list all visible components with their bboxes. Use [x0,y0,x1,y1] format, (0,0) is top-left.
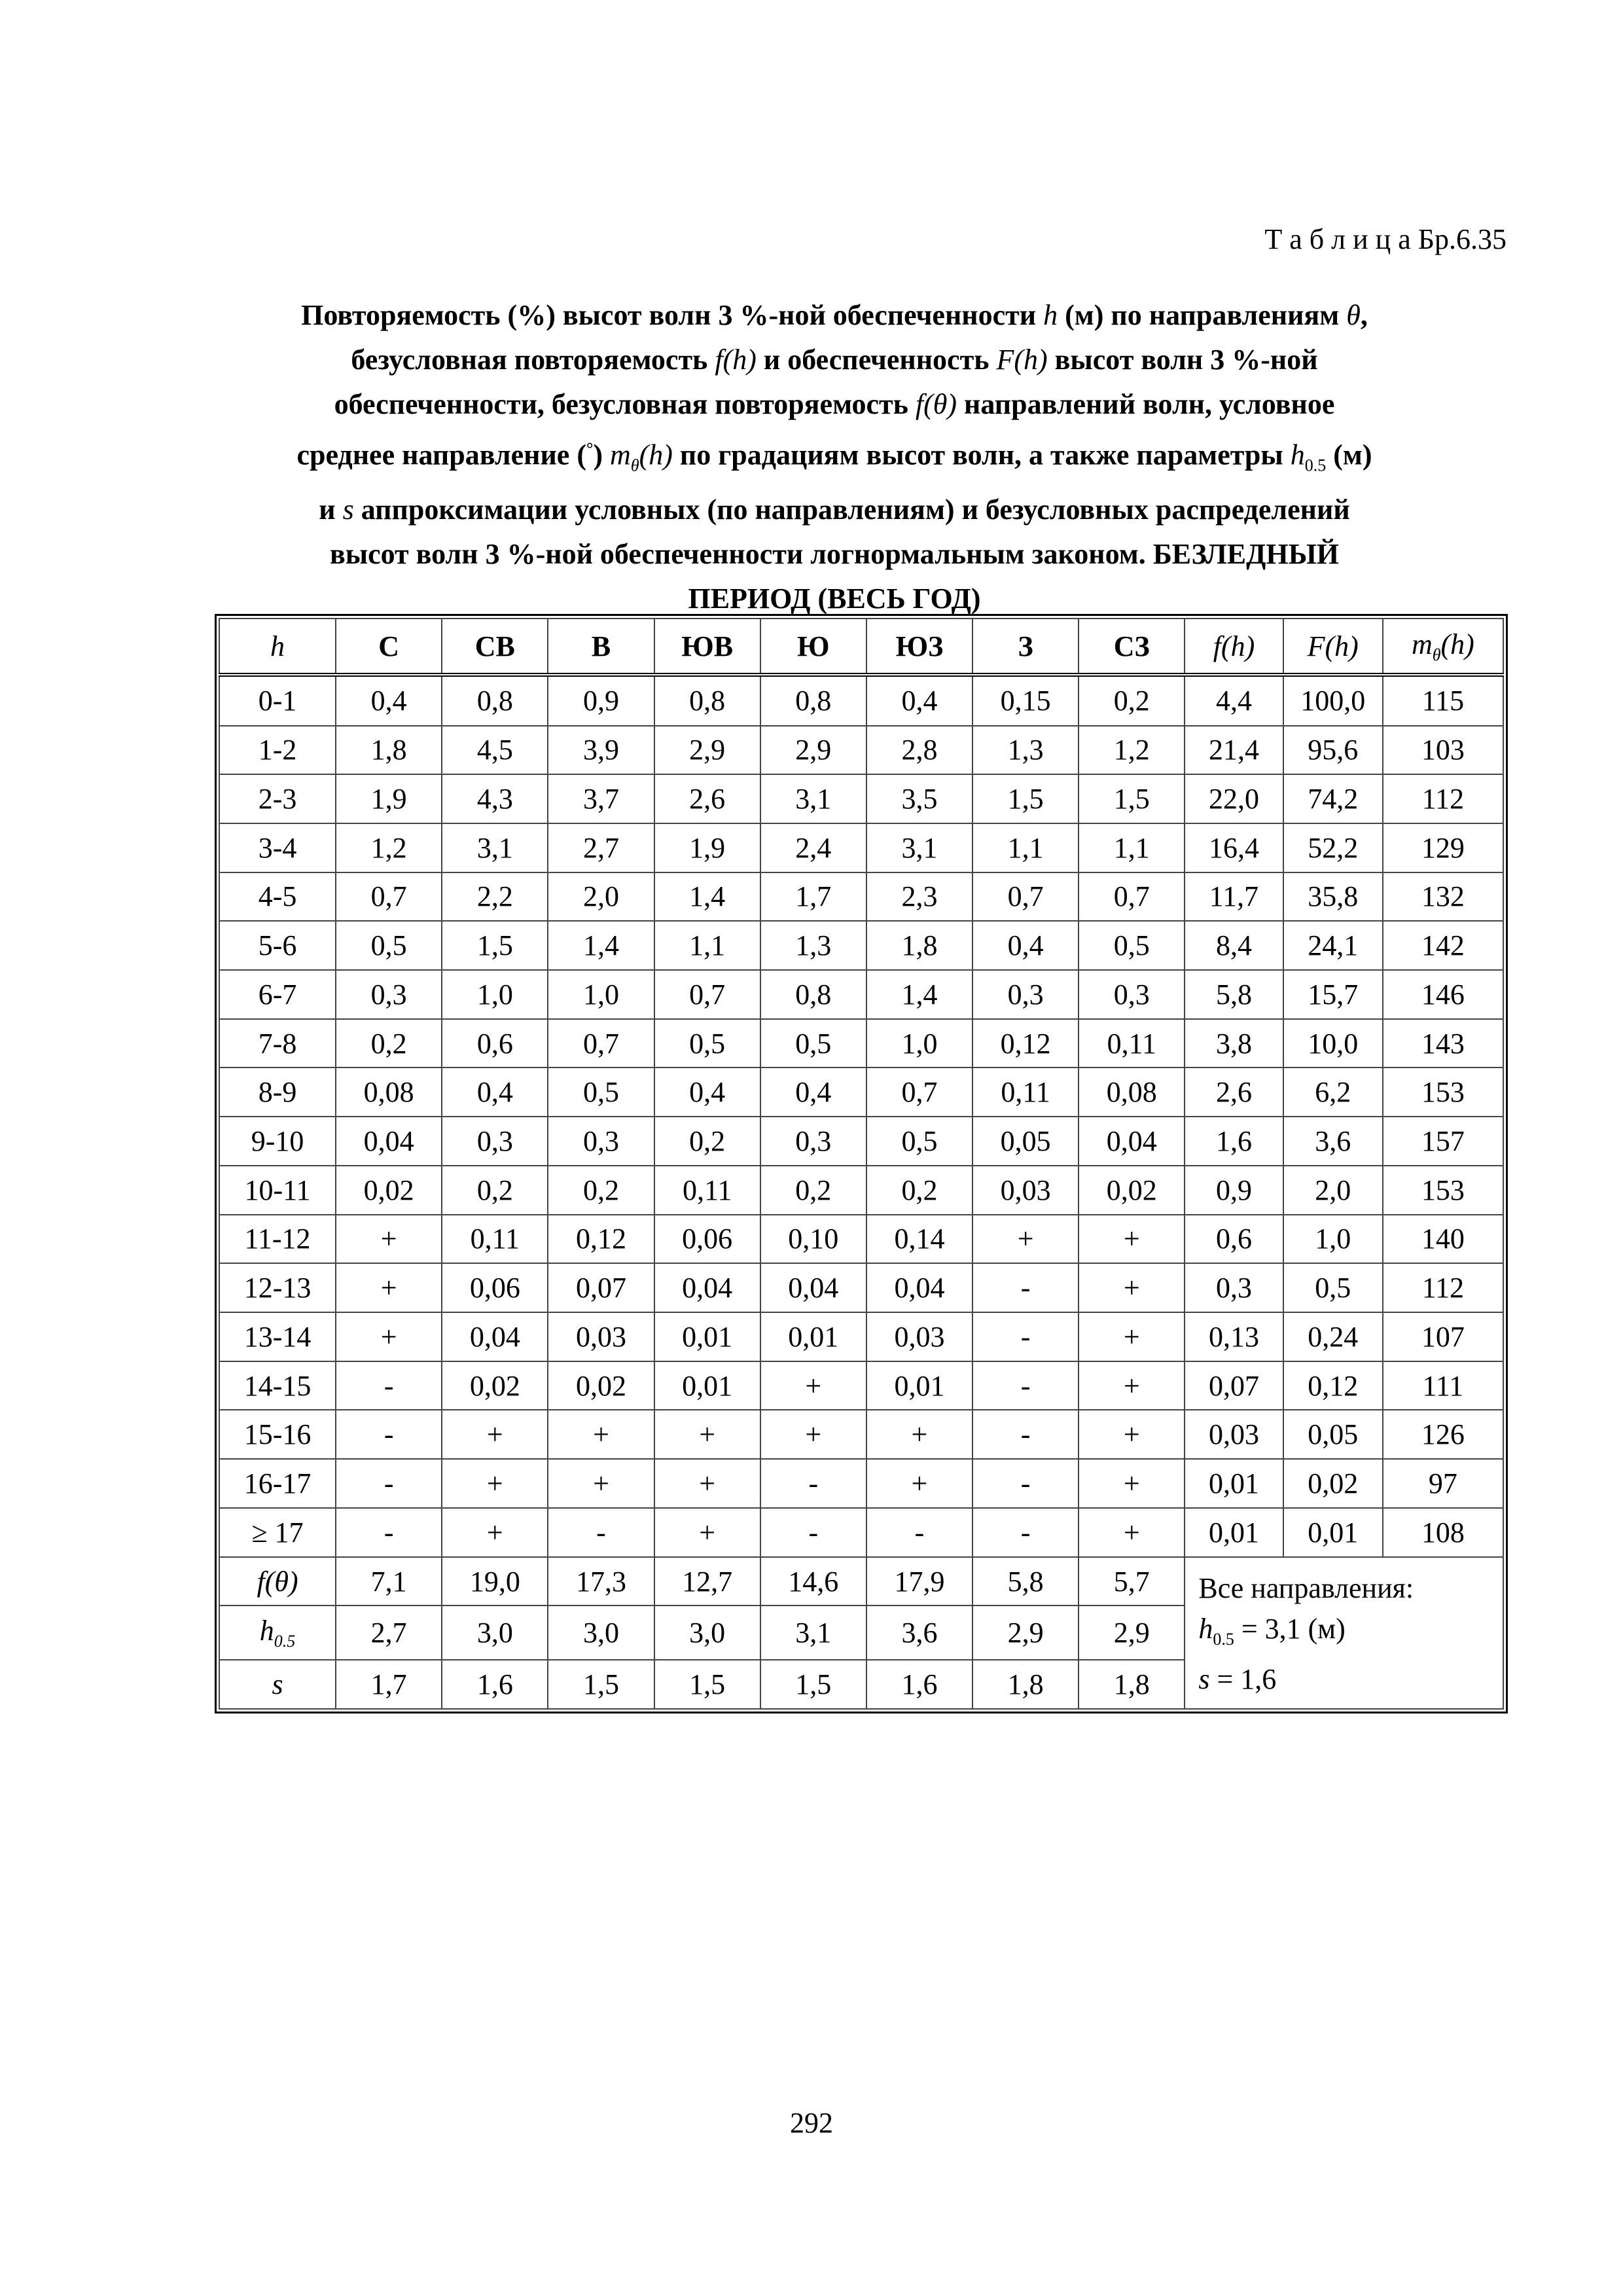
table-cell: 1,1 [1079,823,1185,872]
table-number-label: Т а б л и ц а Бр.6.35 [1264,223,1507,255]
table-cell: 0,4 [654,1067,760,1117]
table-cell: + [1079,1263,1185,1312]
row-mean-direction-cell: 129 [1383,823,1503,872]
table-row [219,1067,1503,1117]
table-cell: 0,01 [654,1312,760,1361]
header-dir-se: ЮВ [654,619,760,675]
footer-cell: 2,9 [1079,1605,1185,1660]
row-fh-cell: 4,4 [1185,675,1283,726]
row-mean-direction-cell: 153 [1383,1067,1503,1117]
footer-cell: 1,8 [972,1660,1079,1709]
table-cell: 0,06 [654,1215,760,1264]
table-cell: 0,5 [1079,921,1185,970]
row-fh-cell: 0,3 [1185,1263,1283,1312]
row-height-range: 14-15 [219,1361,336,1410]
footer-cell: 3,6 [866,1605,972,1660]
row-height-range: 8-9 [219,1067,336,1117]
caption-line-3: обеспеченности, безусловная повторяемость f(θ) направлений волн, условное [334,388,1335,420]
table-cell: 0,8 [760,970,866,1019]
table-cell: 0,3 [972,970,1079,1019]
table-cell: 1,3 [972,726,1079,775]
row-mean-direction-cell: 157 [1383,1117,1503,1166]
table-cell: 1,8 [866,921,972,970]
table-row [219,1312,1503,1361]
footer-cell: 17,3 [548,1557,654,1606]
table-row [219,921,1503,970]
row-mean-direction-cell: 153 [1383,1166,1503,1215]
table-cell: - [972,1410,1079,1459]
table-cell: - [972,1361,1079,1410]
table-cell: - [972,1263,1079,1312]
footer-cell: 19,0 [442,1557,548,1606]
table-cell: 0,11 [972,1067,1079,1117]
row-Fh-cell: 6,2 [1283,1067,1383,1117]
table-cell: 0,04 [1079,1117,1185,1166]
table-header-row [219,619,1503,675]
table-row [219,726,1503,775]
table-cell: 1,4 [654,872,760,922]
row-Fh-cell: 0,05 [1283,1410,1383,1459]
table-cell: 0,7 [336,872,442,922]
header-dir-e: В [548,619,654,675]
table-cell: 0,4 [972,921,1079,970]
table-cell: + [442,1410,548,1459]
summary-title: Все направления: [1198,1571,1414,1604]
table-cell: 0,11 [654,1166,760,1215]
header-mean-direction: $m_\theta(h)$ [1383,619,1503,675]
table-cell: 3,1 [760,774,866,823]
table-cell: - [760,1508,866,1557]
table-cell: + [972,1215,1079,1264]
table-cell: 3,1 [866,823,972,872]
table-cell: 0,04 [654,1263,760,1312]
header-Fh: F(h) [1283,619,1383,675]
table-cell: 0,12 [548,1215,654,1264]
table-cell: + [654,1459,760,1508]
table-cell: 1,7 [760,872,866,922]
table-cell: 0,3 [442,1117,548,1166]
table-cell: 0,2 [760,1166,866,1215]
table-cell: 3,9 [548,726,654,775]
row-mean-direction-cell: 112 [1383,1263,1503,1312]
table-cell: 0,8 [654,675,760,726]
row-fh-cell: 0,01 [1185,1508,1283,1557]
footer-cell: 3,0 [548,1605,654,1660]
table-cell: 3,7 [548,774,654,823]
table-cell: + [654,1508,760,1557]
table-cell: 0,7 [972,872,1079,922]
table-cell: 0,03 [866,1312,972,1361]
table-cell: - [336,1459,442,1508]
row-Fh-cell: 1,0 [1283,1215,1383,1264]
table-cell: 0,2 [442,1166,548,1215]
table-cell: 0,3 [760,1117,866,1166]
table-row [219,1459,1503,1508]
table-cell: 0,08 [1079,1067,1185,1117]
table-cell: 0,3 [548,1117,654,1166]
table-cell: 0,3 [336,970,442,1019]
row-mean-direction-cell: 107 [1383,1312,1503,1361]
row-fh-cell: 2,6 [1185,1067,1283,1117]
row-fh-cell: 0,07 [1185,1361,1283,1410]
table-cell: 0,7 [548,1019,654,1068]
header-dir-ne: СВ [442,619,548,675]
table-cell: + [1079,1459,1185,1508]
table-cell: 0,7 [866,1067,972,1117]
table-row [219,1263,1503,1312]
footer-cell: 17,9 [866,1557,972,1606]
table-cell: 0,2 [866,1166,972,1215]
table-cell: - [866,1508,972,1557]
table-cell: 1,1 [654,921,760,970]
summary-s: s = 1,6 [1198,1663,1277,1696]
header-fh: f(h) [1185,619,1283,675]
table-cell: 0,11 [442,1215,548,1264]
row-fh-cell: 0,9 [1185,1166,1283,1215]
row-mean-direction-cell: 108 [1383,1508,1503,1557]
table-cell: - [972,1508,1079,1557]
row-height-range: 4-5 [219,872,336,922]
row-fh-cell: 0,01 [1185,1459,1283,1508]
table-cell: 0,4 [442,1067,548,1117]
table-row [219,1117,1503,1166]
table-cell: 2,7 [548,823,654,872]
table-cell: 2,3 [866,872,972,922]
row-mean-direction-cell: 112 [1383,774,1503,823]
table-cell: 2,2 [442,872,548,922]
footer-label-ftheta: f(θ) [219,1557,336,1606]
table-cell: 0,10 [760,1215,866,1264]
row-Fh-cell: 10,0 [1283,1019,1383,1068]
table-cell: 0,05 [972,1117,1079,1166]
table-cell: 0,9 [548,675,654,726]
table-cell: 0,5 [548,1067,654,1117]
table-cell: 0,5 [654,1019,760,1068]
footer-cell: 2,9 [972,1605,1079,1660]
row-Fh-cell: 3,6 [1283,1117,1383,1166]
row-height-range: 15-16 [219,1410,336,1459]
row-height-range: 11-12 [219,1215,336,1264]
row-Fh-cell: 0,01 [1283,1508,1383,1557]
table-cell: 1,3 [760,921,866,970]
table-cell: + [1079,1312,1185,1361]
row-mean-direction-cell: 142 [1383,921,1503,970]
all-directions-summary [1185,1557,1503,1709]
table-cell: + [336,1263,442,1312]
row-fh-cell: 22,0 [1185,774,1283,823]
table-cell: 1,5 [442,921,548,970]
header-dir-s: Ю [760,619,866,675]
caption-line-7: ПЕРИОД (ВЕСЬ ГОД) [688,583,981,615]
table-cell: 0,15 [972,675,1079,726]
summary-h05: $h_{0.5} = 3,1$ (м) [1198,1612,1346,1649]
footer-cell: 12,7 [654,1557,760,1606]
header-dir-nw: СЗ [1079,619,1185,675]
table-cell: 0,12 [972,1019,1079,1068]
row-mean-direction-cell: 126 [1383,1410,1503,1459]
row-height-range: 7-8 [219,1019,336,1068]
table-cell: 0,11 [1079,1019,1185,1068]
table-cell: 0,02 [336,1166,442,1215]
row-height-range: 9-10 [219,1117,336,1166]
row-Fh-cell: 95,6 [1283,726,1383,775]
table-cell: 0,04 [336,1117,442,1166]
table-cell: 0,4 [866,675,972,726]
table-cell: + [760,1410,866,1459]
table-cell: 0,03 [972,1166,1079,1215]
table-cell: 0,6 [442,1019,548,1068]
table-cell: 1,5 [972,774,1079,823]
footer-cell: 1,8 [1079,1660,1185,1709]
table-cell: 0,04 [760,1263,866,1312]
footer-cell: 3,1 [760,1605,866,1660]
table-cell: + [336,1312,442,1361]
caption-line-6: высот волн 3 %-ной обеспеченности логнормальным законом. БЕЗЛЕДНЫЙ [329,538,1340,571]
table-cell: 0,5 [336,921,442,970]
table-row [219,1215,1503,1264]
row-height-range: 1-2 [219,726,336,775]
header-dir-n: С [336,619,442,675]
table-cell: 0,5 [760,1019,866,1068]
row-Fh-cell: 74,2 [1283,774,1383,823]
caption-line-5: и s аппроксимации условных (по направлениям) и безусловных распределений [319,493,1350,526]
table-cell: 3,1 [442,823,548,872]
row-fh-cell: 11,7 [1185,872,1283,922]
table-cell: 1,9 [336,774,442,823]
table-cell: 2,9 [654,726,760,775]
caption-line-2: безусловная повторяемость f(h) и обеспеченность F(h) высот волн 3 %-ной [351,344,1318,376]
table-cell: 0,01 [760,1312,866,1361]
table-cell: 1,5 [1079,774,1185,823]
table-cell: 0,08 [336,1067,442,1117]
row-fh-cell: 0,6 [1185,1215,1283,1264]
table-cell: 0,02 [442,1361,548,1410]
header-dir-w: З [972,619,1079,675]
caption-line-4: среднее направление (°) $m_\theta(h)$ по градациям высот волн, а также параметры $h_{0.5}$ (м) [296,439,1372,475]
footer-cell: 7,1 [336,1557,442,1606]
table-cell: 4,3 [442,774,548,823]
row-height-range: 3-4 [219,823,336,872]
table-row [219,872,1503,922]
table-cell: 1,8 [336,726,442,775]
table-cell: 1,0 [442,970,548,1019]
table-cell: 0,14 [866,1215,972,1264]
table-caption [196,293,1472,621]
table-row [219,774,1503,823]
table-cell: 0,7 [1079,872,1185,922]
table-cell: 0,01 [654,1361,760,1410]
row-fh-cell: 16,4 [1185,823,1283,872]
row-height-range: 16-17 [219,1459,336,1508]
footer-cell: 1,5 [654,1660,760,1709]
table-cell: - [336,1410,442,1459]
table-row [219,1508,1503,1557]
wave-height-table [219,618,1504,1710]
table-row [219,1166,1503,1215]
table-cell: - [760,1459,866,1508]
row-height-range: 10-11 [219,1166,336,1215]
footer-cell: 14,6 [760,1557,866,1606]
table-cell: + [548,1459,654,1508]
table-cell: - [972,1459,1079,1508]
table-cell: 0,2 [548,1166,654,1215]
table-cell: 0,8 [442,675,548,726]
table-cell: 0,2 [336,1019,442,1068]
table-cell: + [1079,1361,1185,1410]
footer-cell: 5,8 [972,1557,1079,1606]
table-body [219,675,1503,1557]
row-Fh-cell: 35,8 [1283,872,1383,922]
table-cell: 0,3 [1079,970,1185,1019]
row-Fh-cell: 100,0 [1283,675,1383,726]
table-cell: 0,02 [548,1361,654,1410]
row-Fh-cell: 0,12 [1283,1361,1383,1410]
row-mean-direction-cell: 146 [1383,970,1503,1019]
row-height-range: 5-6 [219,921,336,970]
table-cell: 0,2 [1079,675,1185,726]
row-height-range: 12-13 [219,1263,336,1312]
table-cell: 0,4 [760,1067,866,1117]
row-mean-direction-cell: 103 [1383,726,1503,775]
footer-label-s: s [219,1660,336,1709]
row-Fh-cell: 0,24 [1283,1312,1383,1361]
table-cell: + [1079,1508,1185,1557]
row-fh-cell: 21,4 [1185,726,1283,775]
table-cell: 0,2 [654,1117,760,1166]
caption-line-1: Повторяемость (%) высот волн 3 %-ной обеспеченности h (м) по направлениям θ, [301,299,1368,331]
table-row [219,1410,1503,1459]
footer-row-ftheta [219,1557,1503,1606]
table-row [219,1019,1503,1068]
table-cell: 2,8 [866,726,972,775]
footer-label-h05: $h_{0.5}$ [219,1605,336,1660]
table-cell: - [548,1508,654,1557]
row-fh-cell: 0,03 [1185,1410,1283,1459]
footer-cell: 1,6 [442,1660,548,1709]
table-cell: + [1079,1410,1185,1459]
table-cell: + [336,1215,442,1264]
footer-cell: 1,5 [548,1660,654,1709]
table-cell: 2,0 [548,872,654,922]
table-cell: 0,04 [866,1263,972,1312]
row-Fh-cell: 0,02 [1283,1459,1383,1508]
table-cell: 1,2 [336,823,442,872]
footer-cell: 1,5 [760,1660,866,1709]
table-row [219,1361,1503,1410]
footer-cell: 5,7 [1079,1557,1185,1606]
table-cell: + [548,1410,654,1459]
table-cell: - [336,1508,442,1557]
table-row [219,823,1503,872]
table-cell: 2,6 [654,774,760,823]
row-height-range: 2-3 [219,774,336,823]
row-mean-direction-cell: 143 [1383,1019,1503,1068]
row-Fh-cell: 2,0 [1283,1166,1383,1215]
row-height-range: 0-1 [219,675,336,726]
row-fh-cell: 1,6 [1185,1117,1283,1166]
table-cell: 2,4 [760,823,866,872]
row-Fh-cell: 0,5 [1283,1263,1383,1312]
table-cell: + [442,1459,548,1508]
row-Fh-cell: 24,1 [1283,921,1383,970]
table-cell: 0,4 [336,675,442,726]
table-cell: - [336,1361,442,1410]
table-cell: 0,06 [442,1263,548,1312]
footer-cell: 2,7 [336,1605,442,1660]
table-cell: 1,0 [866,1019,972,1068]
row-Fh-cell: 52,2 [1283,823,1383,872]
row-fh-cell: 8,4 [1185,921,1283,970]
table-cell: + [1079,1215,1185,1264]
row-height-range: 13-14 [219,1312,336,1361]
table-cell: 0,8 [760,675,866,726]
row-mean-direction-cell: 111 [1383,1361,1503,1410]
footer-cell: 1,7 [336,1660,442,1709]
header-h: h [219,619,336,675]
row-fh-cell: 3,8 [1185,1019,1283,1068]
row-Fh-cell: 15,7 [1283,970,1383,1019]
table-cell: + [442,1508,548,1557]
footer-cell: 3,0 [442,1605,548,1660]
table-cell: - [972,1312,1079,1361]
row-height-range: ≥ 17 [219,1508,336,1557]
table-cell: 1,2 [1079,726,1185,775]
row-height-range: 6-7 [219,970,336,1019]
row-mean-direction-cell: 97 [1383,1459,1503,1508]
table-cell: 0,04 [442,1312,548,1361]
row-fh-cell: 0,13 [1185,1312,1283,1361]
table-cell: + [760,1361,866,1410]
row-mean-direction-cell: 132 [1383,872,1503,922]
table-cell: 2,9 [760,726,866,775]
table-cell: 1,0 [548,970,654,1019]
row-fh-cell: 5,8 [1185,970,1283,1019]
table-cell: 1,4 [866,970,972,1019]
table-cell: 4,5 [442,726,548,775]
table-cell: + [654,1410,760,1459]
table-row [219,675,1503,726]
table-cell: 0,07 [548,1263,654,1312]
table-cell: 3,5 [866,774,972,823]
table-cell: 0,03 [548,1312,654,1361]
row-mean-direction-cell: 140 [1383,1215,1503,1264]
table-cell: 1,1 [972,823,1079,872]
table-row [219,970,1503,1019]
header-dir-sw: ЮЗ [866,619,972,675]
table-cell: 0,5 [866,1117,972,1166]
table-cell: 1,9 [654,823,760,872]
table-cell: 0,7 [654,970,760,1019]
footer-cell: 1,6 [866,1660,972,1709]
row-mean-direction-cell: 115 [1383,675,1503,726]
table-footer [219,1557,1503,1709]
table-cell: 1,4 [548,921,654,970]
page-number: 292 [790,2107,833,2139]
footer-cell: 3,0 [654,1605,760,1660]
table-cell: 0,01 [866,1361,972,1410]
table-cell: + [866,1410,972,1459]
table-cell: + [866,1459,972,1508]
data-table-frame [215,614,1508,1713]
table-cell: 0,02 [1079,1166,1185,1215]
